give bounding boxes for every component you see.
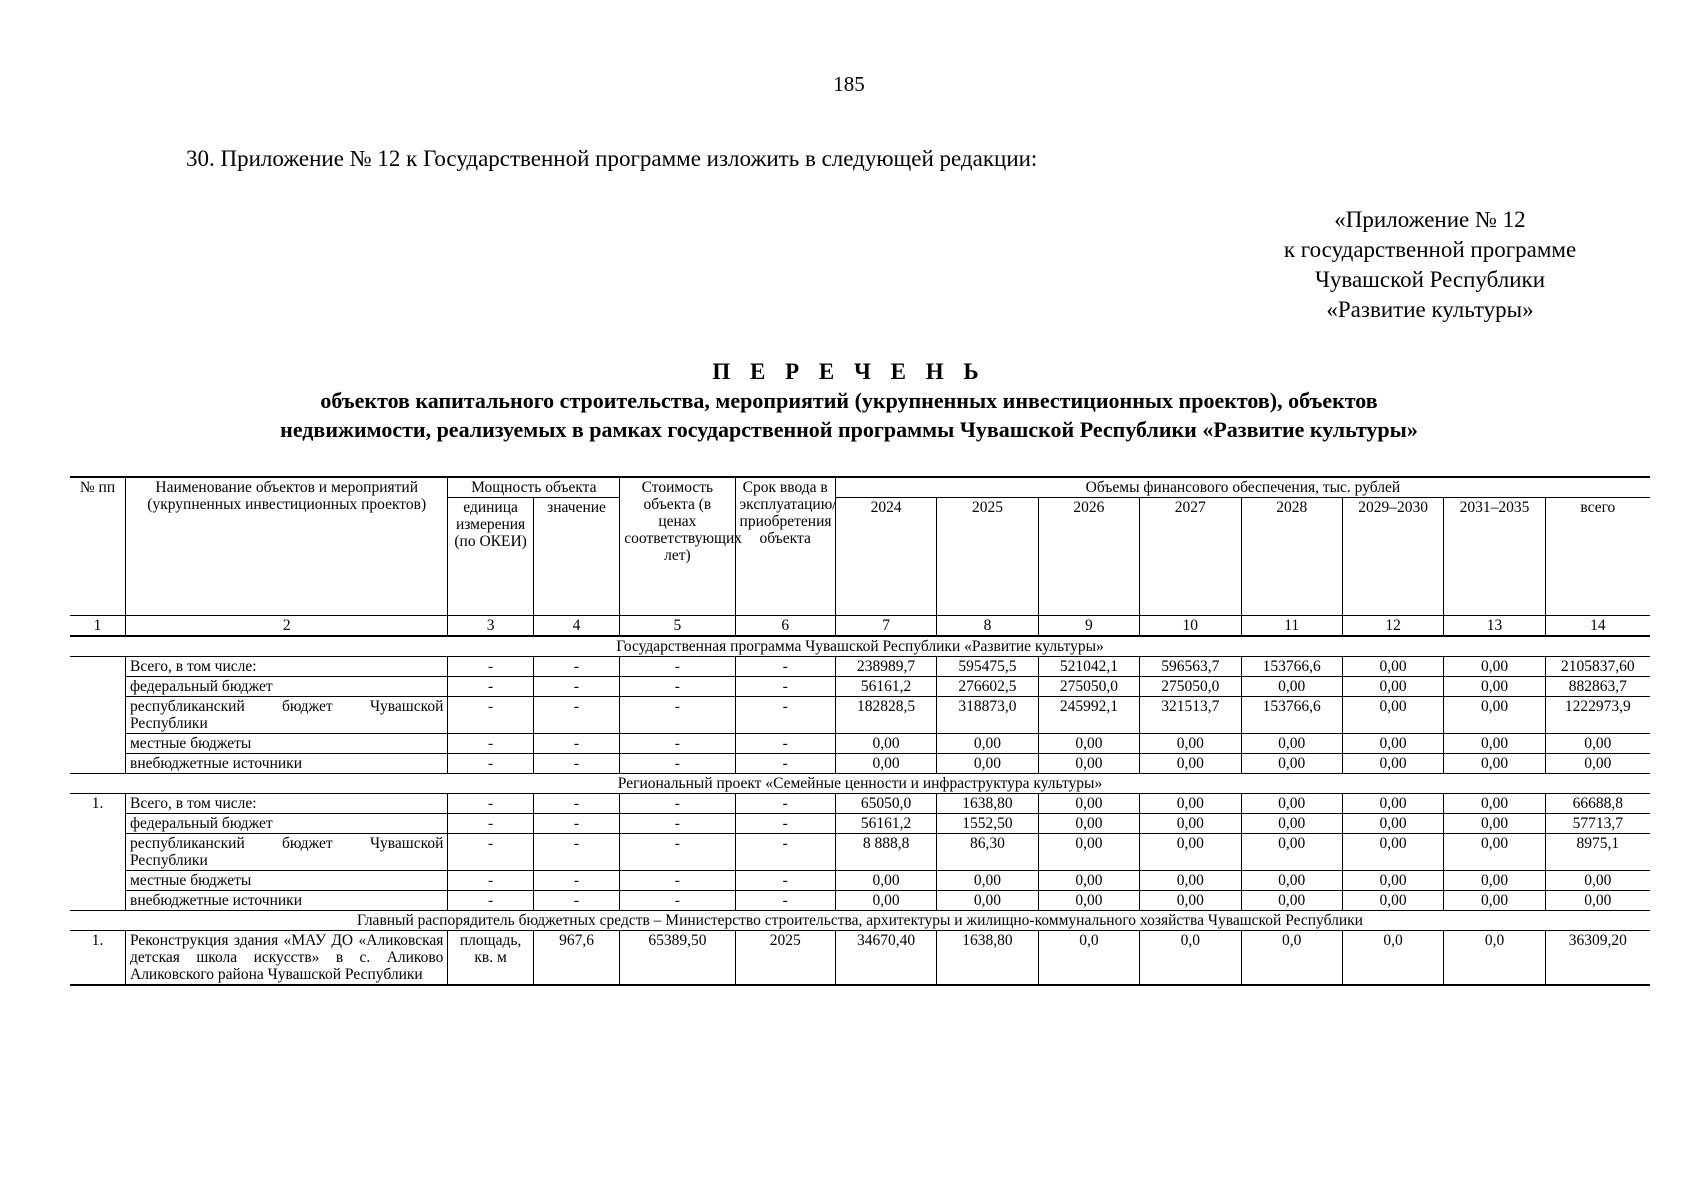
row-name: местные бюджеты xyxy=(126,734,448,754)
row-year-value: 0,00 xyxy=(1444,754,1545,774)
section-header-row xyxy=(70,636,1650,657)
row-value: - xyxy=(533,871,619,891)
column-number: 7 xyxy=(835,616,936,637)
row-year-value: 321513,7 xyxy=(1140,697,1241,734)
row-year-value: 0,00 xyxy=(1342,794,1443,814)
row-year-value: 238989,7 xyxy=(835,657,936,677)
row-year-value: 0,0 xyxy=(1342,931,1443,986)
row-year-value: 275050,0 xyxy=(1140,677,1241,697)
header-year: 2027 xyxy=(1140,498,1241,616)
column-number: 10 xyxy=(1140,616,1241,637)
row-year-value: 0,00 xyxy=(1140,871,1241,891)
row-year-value: 245992,1 xyxy=(1038,697,1139,734)
column-number-row xyxy=(70,616,1650,637)
column-number: 13 xyxy=(1444,616,1545,637)
section-header-row xyxy=(70,911,1650,931)
row-name: внебюджетные источники xyxy=(126,754,448,774)
row-year-value: 0,00 xyxy=(1038,734,1139,754)
row-unit: - xyxy=(448,891,533,911)
row-total: 66688,8 xyxy=(1545,794,1650,814)
header-year: 2028 xyxy=(1241,498,1342,616)
column-number: 2 xyxy=(126,616,448,637)
row-term: - xyxy=(735,871,835,891)
row-unit: - xyxy=(448,834,533,871)
row-name: федеральный бюджет xyxy=(126,677,448,697)
row-year-value: 1552,50 xyxy=(937,814,1038,834)
row-year-value: 0,00 xyxy=(937,754,1038,774)
column-number: 4 xyxy=(533,616,619,637)
row-year-value: 0,00 xyxy=(1241,834,1342,871)
header-year: 2029–2030 xyxy=(1342,498,1443,616)
title-main: П Е Р Е Ч Е Н Ь xyxy=(712,359,986,384)
row-value: - xyxy=(533,891,619,911)
row-name: Всего, в том числе: xyxy=(126,657,448,677)
row-year-value: 0,00 xyxy=(1444,891,1545,911)
row-term: - xyxy=(735,697,835,734)
column-number: 5 xyxy=(620,616,735,637)
row-total: 2105837,60 xyxy=(1545,657,1650,677)
row-total: 1222973,9 xyxy=(1545,697,1650,734)
row-value: - xyxy=(533,677,619,697)
row-year-value: 65050,0 xyxy=(835,794,936,814)
row-cost: - xyxy=(620,891,735,911)
table-row xyxy=(70,834,1650,871)
header-name: Наименование объектов и мероприятий (укрупненных инвестиционных проектов) xyxy=(126,477,448,616)
row-year-value: 0,00 xyxy=(1444,677,1545,697)
row-term: - xyxy=(735,754,835,774)
row-year-value: 0,00 xyxy=(937,734,1038,754)
appendix-line: к государственной программе xyxy=(1283,237,1577,262)
row-unit: - xyxy=(448,697,533,734)
row-year-value: 0,00 xyxy=(835,734,936,754)
row-unit: - xyxy=(448,754,533,774)
title-line: недвижимости, реализуемых в рамках государственной программы Чувашской Республики «Развитие культуры» xyxy=(280,417,1418,442)
row-name: внебюджетные источники xyxy=(126,891,448,911)
column-number: 8 xyxy=(937,616,1038,637)
row-total: 0,00 xyxy=(1545,891,1650,911)
row-cost: - xyxy=(620,677,735,697)
row-year-value: 0,00 xyxy=(1444,734,1545,754)
row-year-value: 0,00 xyxy=(1140,794,1241,814)
table-row xyxy=(70,891,1650,911)
column-number: 9 xyxy=(1038,616,1139,637)
table-row xyxy=(70,677,1650,697)
table-row xyxy=(70,734,1650,754)
row-year-value: 276602,5 xyxy=(937,677,1038,697)
document-title xyxy=(0,358,1698,444)
header-capacity: Мощность объекта xyxy=(448,477,620,498)
row-term: - xyxy=(735,834,835,871)
row-year-value: 521042,1 xyxy=(1038,657,1139,677)
row-year-value: 0,00 xyxy=(1241,814,1342,834)
section-title: Региональный проект «Семейные ценности и инфраструктура культуры» xyxy=(70,774,1650,794)
row-year-value: 0,0 xyxy=(1444,931,1545,986)
section-title: Государственная программа Чувашской Республики «Развитие культуры» xyxy=(70,636,1650,657)
row-year-value: 1638,80 xyxy=(937,794,1038,814)
row-name: Реконструкция здания «МАУ ДО «Аликовская детская школа искусств» в с. Аликово Аликовского района Чувашской Республики xyxy=(126,931,448,986)
row-year-value: 0,00 xyxy=(1140,754,1241,774)
row-year-value: 0,00 xyxy=(1241,891,1342,911)
row-year-value: 0,00 xyxy=(1140,814,1241,834)
row-year-value: 0,00 xyxy=(1342,834,1443,871)
header-term: Срок ввода в эксплуатацию/ приобретения объекта xyxy=(735,477,835,616)
column-number: 3 xyxy=(448,616,533,637)
row-year-value: 318873,0 xyxy=(937,697,1038,734)
header-year: 2025 xyxy=(937,498,1038,616)
row-year-value: 0,00 xyxy=(1342,814,1443,834)
row-year-value: 0,00 xyxy=(1444,657,1545,677)
header-year: 2024 xyxy=(835,498,936,616)
header-unit: единица измерения (по ОКЕИ) xyxy=(448,498,533,616)
row-term: - xyxy=(735,677,835,697)
row-value: 967,6 xyxy=(533,931,619,986)
row-name: местные бюджеты xyxy=(126,871,448,891)
row-unit: - xyxy=(448,794,533,814)
appendix-line: «Развитие культуры» xyxy=(1326,297,1534,322)
row-term: 2025 xyxy=(735,931,835,986)
row-year-value: 0,00 xyxy=(1038,871,1139,891)
row-total: 0,00 xyxy=(1545,754,1650,774)
header-cost: Стоимость объекта (в ценах соответствующих лет) xyxy=(620,477,735,616)
appendix-header xyxy=(1230,205,1630,325)
title-line: объектов капитального строительства, мероприятий (укрупненных инвестиционных проектов), объектов xyxy=(320,388,1378,413)
financing-table xyxy=(70,476,1650,986)
header-funding: Объемы финансового обеспечения, тыс. рублей xyxy=(835,477,1650,498)
row-year-value: 596563,7 xyxy=(1140,657,1241,677)
header-year: 2031–2035 xyxy=(1444,498,1545,616)
row-cost: - xyxy=(620,794,735,814)
row-year-value: 0,00 xyxy=(1444,834,1545,871)
row-unit: - xyxy=(448,871,533,891)
row-cost: - xyxy=(620,871,735,891)
row-cost: - xyxy=(620,657,735,677)
row-unit: площадь, кв. м xyxy=(448,931,533,986)
table-row xyxy=(70,657,1650,677)
row-year-value: 0,00 xyxy=(1241,677,1342,697)
row-year-value: 0,00 xyxy=(1038,794,1139,814)
row-year-value: 0,00 xyxy=(1038,834,1139,871)
appendix-line: Чувашской Республики xyxy=(1314,267,1546,292)
column-number: 1 xyxy=(70,616,126,637)
row-number xyxy=(70,657,126,774)
row-year-value: 0,00 xyxy=(1038,814,1139,834)
row-total: 882863,7 xyxy=(1545,677,1650,697)
row-year-value: 0,00 xyxy=(1342,677,1443,697)
row-term: - xyxy=(735,657,835,677)
row-year-value: 0,00 xyxy=(1342,871,1443,891)
row-cost: - xyxy=(620,834,735,871)
row-year-value: 56161,2 xyxy=(835,814,936,834)
row-year-value: 0,0 xyxy=(1140,931,1241,986)
row-unit: - xyxy=(448,814,533,834)
row-year-value: 0,00 xyxy=(1444,871,1545,891)
row-year-value: 153766,6 xyxy=(1241,657,1342,677)
row-year-value: 34670,40 xyxy=(835,931,936,986)
row-term: - xyxy=(735,794,835,814)
row-total: 36309,20 xyxy=(1545,931,1650,986)
row-year-value: 0,0 xyxy=(1241,931,1342,986)
row-year-value: 0,00 xyxy=(1140,834,1241,871)
row-value: - xyxy=(533,834,619,871)
row-unit: - xyxy=(448,657,533,677)
row-total: 0,00 xyxy=(1545,871,1650,891)
row-year-value: 595475,5 xyxy=(937,657,1038,677)
section-header-row xyxy=(70,774,1650,794)
row-year-value: 0,00 xyxy=(1241,871,1342,891)
row-year-value: 8 888,8 xyxy=(835,834,936,871)
table-row xyxy=(70,754,1650,774)
header-num: № пп xyxy=(70,477,126,616)
header-total: всего xyxy=(1545,498,1650,616)
row-year-value: 86,30 xyxy=(937,834,1038,871)
page-number: 185 xyxy=(833,72,865,96)
row-value: - xyxy=(533,754,619,774)
row-value: - xyxy=(533,814,619,834)
row-name: Всего, в том числе: xyxy=(126,794,448,814)
column-number: 12 xyxy=(1342,616,1443,637)
row-cost: - xyxy=(620,814,735,834)
intro-text: 30. Приложение № 12 к Государственной программе изложить в следующей редакции: xyxy=(186,146,1038,171)
row-value: - xyxy=(533,734,619,754)
row-year-value: 0,00 xyxy=(1444,794,1545,814)
row-year-value: 0,00 xyxy=(1444,697,1545,734)
row-year-value: 0,00 xyxy=(835,891,936,911)
row-year-value: 275050,0 xyxy=(1038,677,1139,697)
column-number: 11 xyxy=(1241,616,1342,637)
section-title: Главный распорядитель бюджетных средств – Министерство строительства, архитектуры и жилищно-коммунального хозяйства Чувашской Республики xyxy=(70,911,1650,931)
row-year-value: 0,00 xyxy=(835,754,936,774)
row-year-value: 0,00 xyxy=(1241,734,1342,754)
row-number: 1. xyxy=(70,794,126,911)
table-row xyxy=(70,931,1650,986)
row-value: - xyxy=(533,697,619,734)
row-cost: 65389,50 xyxy=(620,931,735,986)
row-year-value: 0,00 xyxy=(1342,891,1443,911)
row-year-value: 0,00 xyxy=(1140,891,1241,911)
row-year-value: 0,00 xyxy=(1241,754,1342,774)
table-row xyxy=(70,871,1650,891)
row-name: федеральный бюджет xyxy=(126,814,448,834)
row-cost: - xyxy=(620,734,735,754)
row-year-value: 56161,2 xyxy=(835,677,936,697)
row-term: - xyxy=(735,734,835,754)
row-name: республиканский бюджет Чувашской Республики xyxy=(126,834,448,871)
row-cost: - xyxy=(620,754,735,774)
row-total: 8975,1 xyxy=(1545,834,1650,871)
row-year-value: 153766,6 xyxy=(1241,697,1342,734)
row-year-value: 0,00 xyxy=(1342,697,1443,734)
row-number: 1. xyxy=(70,931,126,986)
row-total: 57713,7 xyxy=(1545,814,1650,834)
row-year-value: 0,00 xyxy=(1038,754,1139,774)
table-row xyxy=(70,794,1650,814)
row-year-value: 0,00 xyxy=(1140,734,1241,754)
row-year-value: 0,00 xyxy=(1342,734,1443,754)
row-year-value: 0,00 xyxy=(835,871,936,891)
row-year-value: 0,00 xyxy=(1038,891,1139,911)
row-name: республиканский бюджет Чувашской Республики xyxy=(126,697,448,734)
row-cost: - xyxy=(620,697,735,734)
row-year-value: 0,00 xyxy=(1342,754,1443,774)
row-year-value: 0,0 xyxy=(1038,931,1139,986)
column-number: 14 xyxy=(1545,616,1650,637)
row-value: - xyxy=(533,794,619,814)
appendix-line: «Приложение № 12 xyxy=(1334,207,1526,232)
row-year-value: 182828,5 xyxy=(835,697,936,734)
column-number: 6 xyxy=(735,616,835,637)
row-total: 0,00 xyxy=(1545,734,1650,754)
header-year: 2026 xyxy=(1038,498,1139,616)
row-year-value: 0,00 xyxy=(1241,794,1342,814)
row-year-value: 1638,80 xyxy=(937,931,1038,986)
table-row xyxy=(70,814,1650,834)
row-term: - xyxy=(735,891,835,911)
row-value: - xyxy=(533,657,619,677)
row-year-value: 0,00 xyxy=(937,891,1038,911)
row-year-value: 0,00 xyxy=(1342,657,1443,677)
row-year-value: 0,00 xyxy=(937,871,1038,891)
row-term: - xyxy=(735,814,835,834)
row-unit: - xyxy=(448,677,533,697)
header-value: значение xyxy=(533,498,619,616)
row-year-value: 0,00 xyxy=(1444,814,1545,834)
table-row xyxy=(70,697,1650,734)
row-unit: - xyxy=(448,734,533,754)
